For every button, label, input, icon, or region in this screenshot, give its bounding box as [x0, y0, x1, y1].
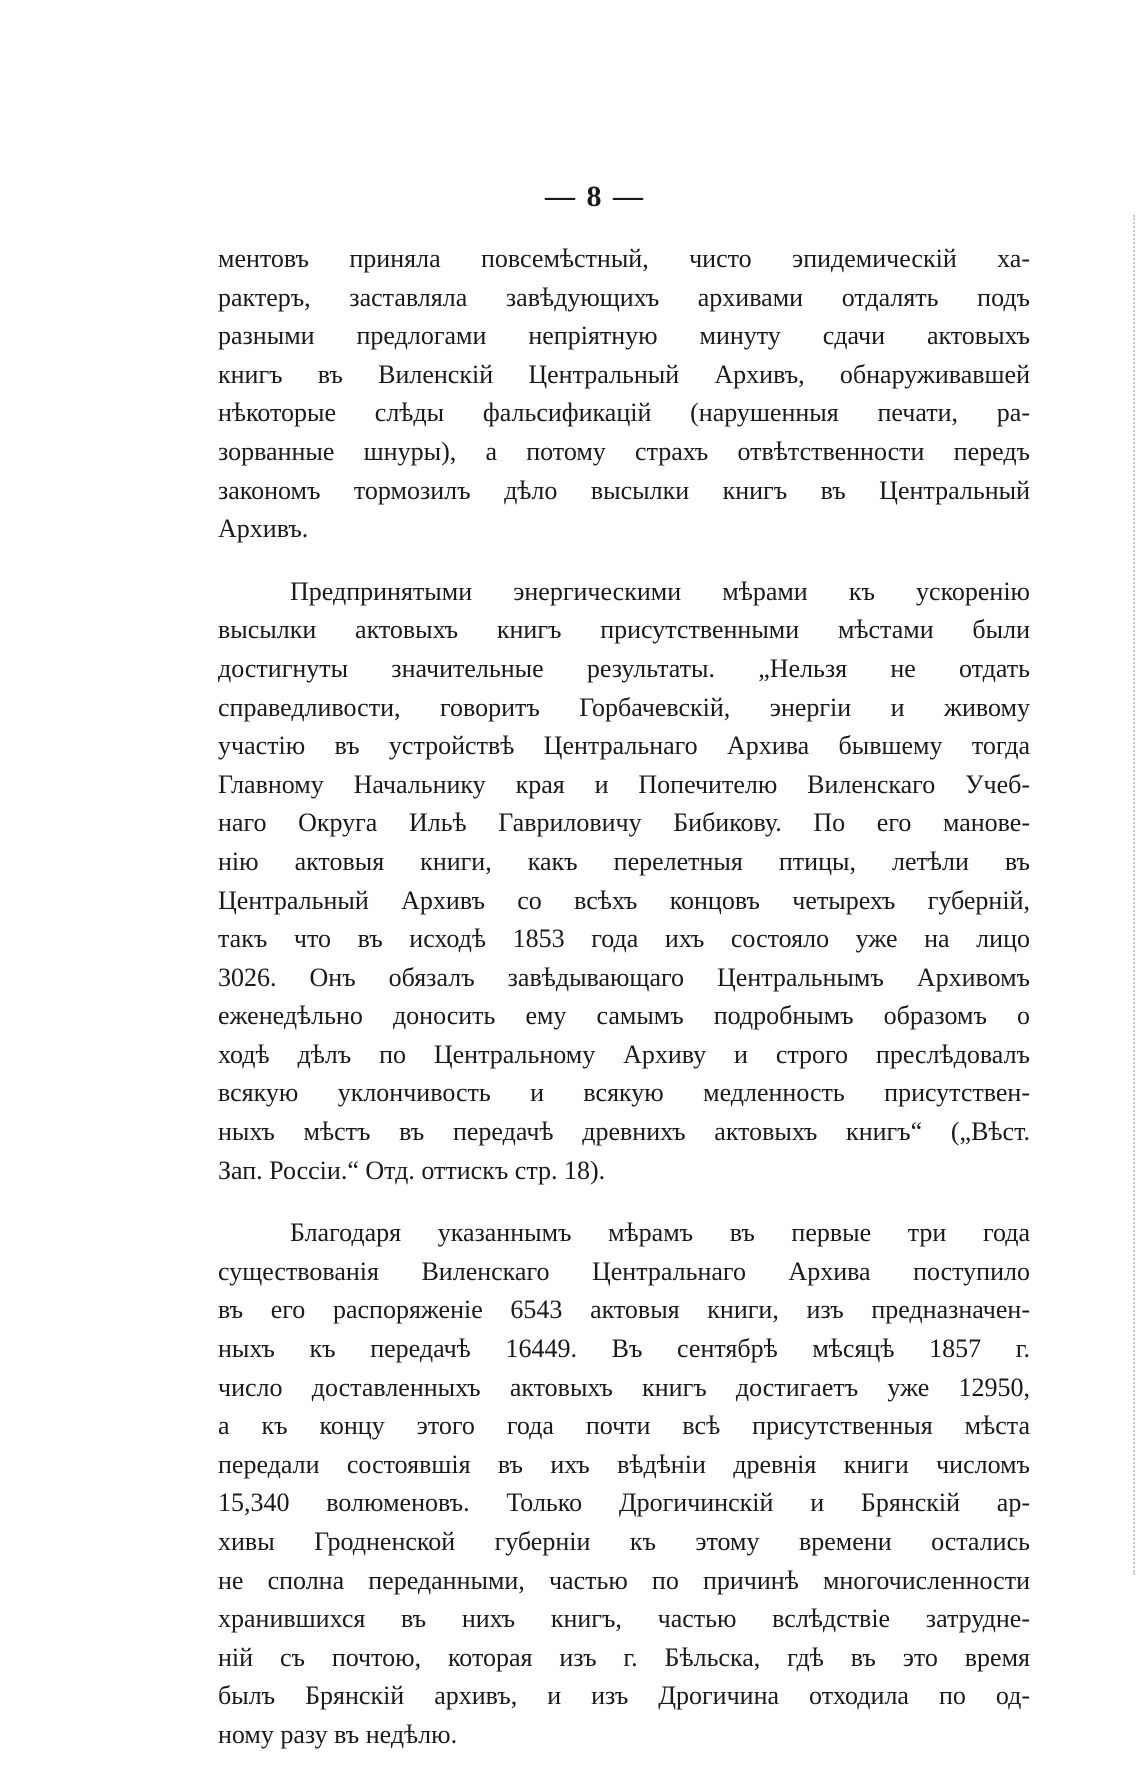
text-line: число доставленныхъ актовыхъ книгъ достигаетъ уже 12950,: [218, 1372, 1030, 1402]
text-line: Предпринятыми энергическими мѣрами къ ускоренію: [290, 576, 1030, 606]
text-line: всякую уклончивость и всякую медленность присутствен-: [218, 1078, 1030, 1108]
text-line: Архивъ.: [218, 514, 309, 544]
paragraph-1: [218, 240, 1030, 549]
text-line: такъ что въ исходѣ 1853 года ихъ состояло уже на лицо: [218, 924, 1030, 954]
text-line: ныхъ мѣстъ въ передачѣ древнихъ актовыхъ книгъ“ („Вѣст.: [218, 1117, 1030, 1147]
text-line: въ его распоряженіе 6543 актовыя книги, изъ предназначен-: [218, 1295, 1030, 1325]
text-line: рактеръ, заставляла завѣдующихъ архивами отдалять подъ: [218, 282, 1030, 312]
text-line: закономъ тормозилъ дѣло высылки книгъ въ Центральный: [218, 475, 1030, 505]
text-line: достигнуты значительные результаты. „Нельзя не отдать: [218, 653, 1030, 683]
text-line: нѣкоторые слѣды фальсификацій (нарушенныя печати, ра-: [218, 398, 1030, 428]
margin-dotted-rule: [1133, 215, 1135, 1575]
text-line: зорванные шнуры), а потому страхъ отвѣтственности передъ: [218, 436, 1030, 466]
text-line: 15,340 волюменовъ. Только Дрогичинскій и Брянскій ар-: [218, 1488, 1030, 1518]
text-line: Центральный Архивъ со всѣхъ концовъ четырехъ губерній,: [218, 885, 1030, 915]
text-line: хранившихся въ нихъ книгъ, частью вслѣдствіе затрудне-: [218, 1604, 1030, 1634]
text-line: Зап. Россіи.“ Отд. оттискъ стр. 18).: [218, 1155, 606, 1185]
paragraph-3: [218, 1214, 1030, 1754]
text-line: книгъ въ Виленскій Центральный Архивъ, обнаруживавшей: [218, 359, 1030, 389]
text-line: былъ Брянскій архивъ, и изъ Дрогичина отходила по од-: [218, 1681, 1030, 1711]
paragraph-2: [218, 573, 1030, 1191]
text-line: существованія Виленскаго Центральнаго Архива поступило: [218, 1256, 1030, 1286]
text-line: ментовъ приняла повсемѣстный, чисто эпидемическій ха-: [218, 244, 1030, 273]
text-line: ныхъ къ передачѣ 16449. Въ сентябрѣ мѣсяцѣ 1857 г.: [218, 1334, 1030, 1364]
text-line: 3026. Онъ обязалъ завѣдывающаго Центральнымъ Архивомъ: [218, 962, 1030, 992]
text-line: разными предлогами непріятную минуту сдачи актовыхъ: [218, 321, 1030, 351]
text-line: а къ концу этого года почти всѣ присутственныя мѣста: [218, 1411, 1030, 1441]
text-line: не сполна переданными, частью по причинѣ многочисленности: [218, 1565, 1030, 1595]
text-line: ному разу въ недѣлю.: [218, 1719, 458, 1749]
text-line: высылки актовыхъ книгъ присутственными мѣстами были: [218, 615, 1030, 645]
text-line: наго Округа Ильѣ Гавриловичу Бибикову. По его манове-: [218, 808, 1030, 838]
body-text: [218, 240, 1030, 1755]
page-number: — 8 —: [545, 180, 645, 213]
text-line: справедливости, говоритъ Горбачевскій, энергіи и живому: [218, 692, 1030, 722]
text-line: участію въ устройствѣ Центральнаго Архива бывшему тогда: [218, 731, 1030, 761]
text-line: Главному Начальнику края и Попечителю Виленскаго Учеб-: [218, 769, 1030, 799]
text-line: ній съ почтою, которая изъ г. Бѣльска, гдѣ въ это время: [218, 1642, 1030, 1672]
text-line: ходѣ дѣлъ по Центральному Архиву и строго преслѣдовалъ: [218, 1039, 1030, 1069]
text-line: еженедѣльно доносить ему самымъ подробнымъ образомъ о: [218, 1001, 1030, 1031]
text-line: хивы Гродненской губерніи къ этому времени остались: [218, 1527, 1030, 1556]
text-line: Благодаря указаннымъ мѣрамъ въ первые три года: [290, 1218, 1030, 1248]
text-line: передали состоявшія въ ихъ вѣдѣніи древнія книги числомъ: [218, 1449, 1030, 1479]
text-line: нію актовыя книги, какъ перелетныя птицы, летѣли въ: [218, 846, 1030, 876]
